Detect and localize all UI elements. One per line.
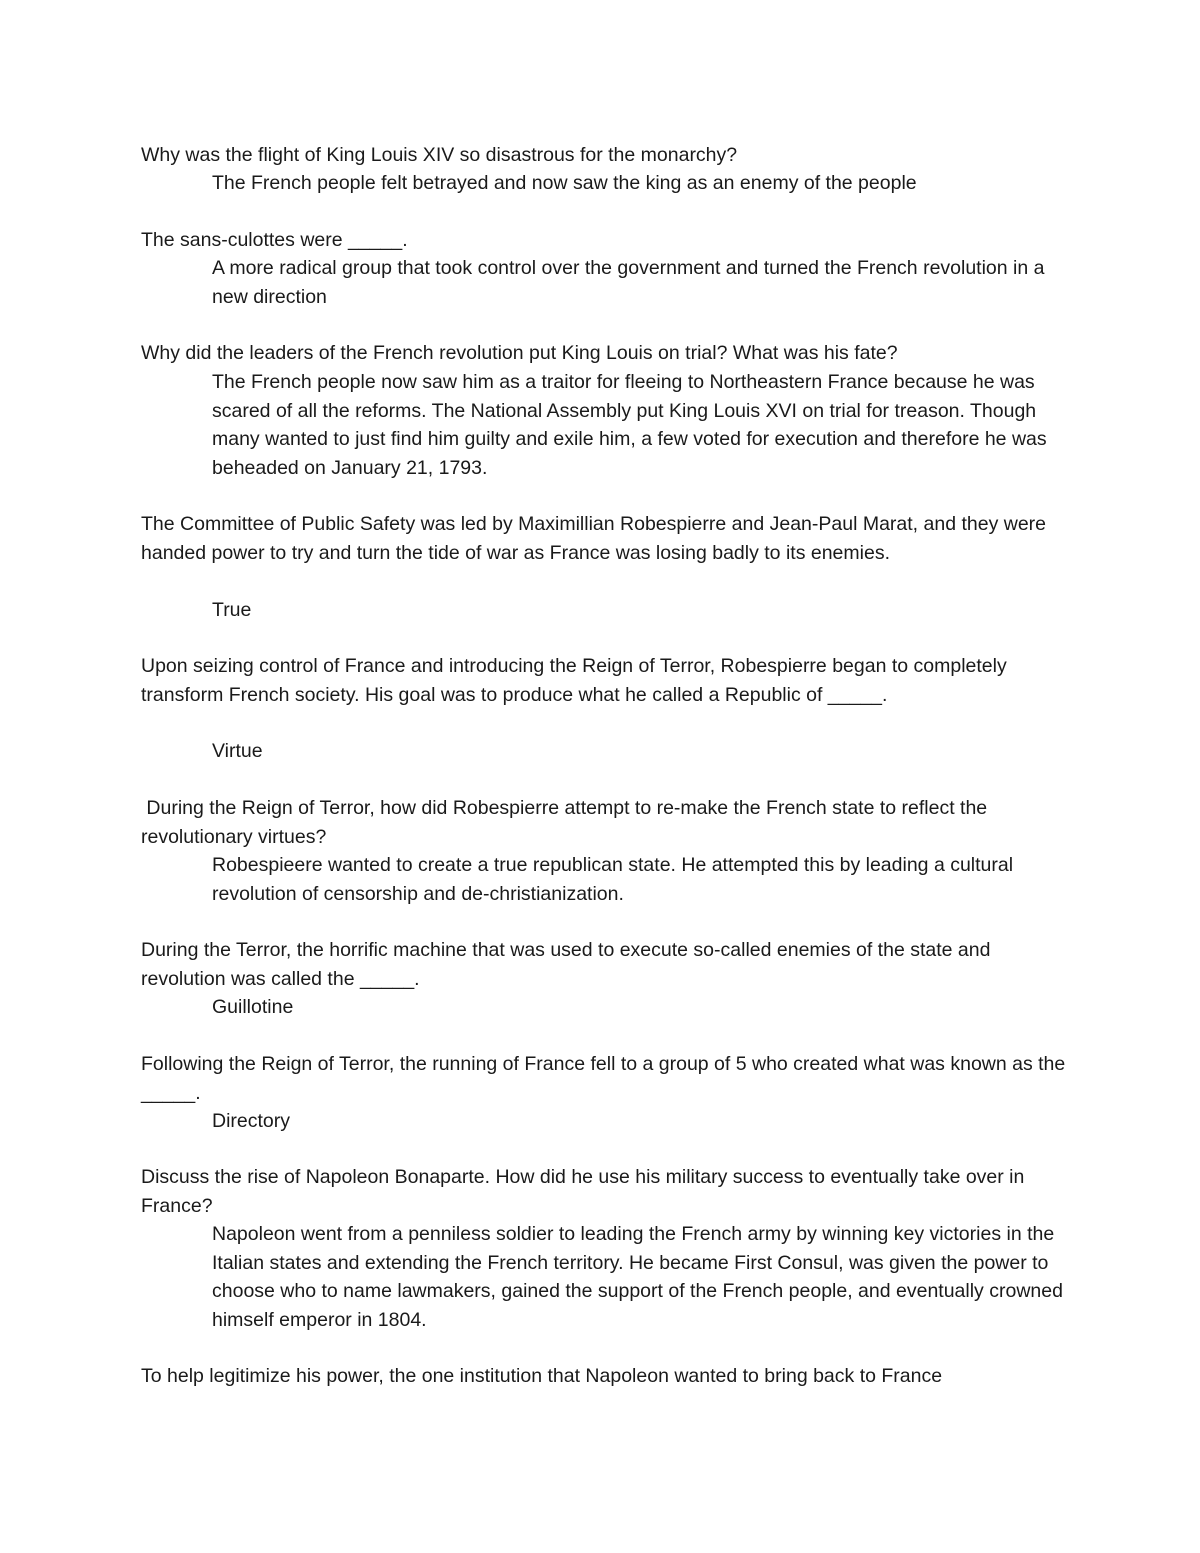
question-4: The Committee of Public Safety was led by Maximillian Robespierre and Jean-Paul Marat, and they were handed power to try and turn the tide of war as France was losing badly to its enemies. bbox=[141, 513, 1052, 564]
question-8: Following the Reign of Terror, the running of France fell to a group of 5 who created what was known as the _____. bbox=[141, 1053, 1071, 1104]
answer-1: The French people felt betrayed and now saw the king as an enemy of the people bbox=[212, 172, 917, 194]
answer-8: Directory bbox=[212, 1110, 291, 1132]
question-7: During the Terror, the horrific machine that was used to execute so-called enemies of the state and revolution was called the _____. bbox=[141, 939, 996, 990]
answer-3: The French people now saw him as a traitor for fleeing to Northeastern France because he was scared of all the reforms. The National Assembly put King Louis XVI on trial for treason. Though many wanted to just find him guilty and exile him, a few voted for execution and therefore he was beheaded on January 21, 1793. bbox=[212, 371, 1053, 479]
question-6: During the Reign of Terror, how did Robespierre attempt to re-make the French state to reflect the revolutionary virtues? bbox=[141, 797, 993, 848]
question-3: Why did the leaders of the French revolution put King Louis on trial? What was his fate? bbox=[141, 342, 898, 364]
question-2: The sans-culottes were _____. bbox=[141, 229, 408, 251]
answer-6: Robespieere wanted to create a true republican state. He attempted this by leading a cultural revolution of censorship and de-christianization. bbox=[212, 854, 1019, 905]
question-1: Why was the flight of King Louis XIV so disastrous for the monarchy? bbox=[141, 144, 738, 166]
answer-5: Virtue bbox=[212, 740, 263, 762]
answer-4: True bbox=[212, 599, 252, 621]
answer-7: Guillotine bbox=[212, 996, 294, 1018]
answer-2: A more radical group that took control over the government and turned the French revolution in a new direction bbox=[212, 257, 1050, 308]
question-5: Upon seizing control of France and introducing the Reign of Terror, Robespierre began to completely transform French society. His goal was to produce what he called a Republic of _____. bbox=[141, 655, 1013, 706]
answer-9: Napoleon went from a penniless soldier to leading the French army by winning key victories in the Italian states and extending the French territory. He became First Consul, was given the power to choose who to name lawmakers, gained the support of the French people, and eventually crowned himself emperor in 1804. bbox=[212, 1223, 1069, 1331]
question-10: To help legitimize his power, the one institution that Napoleon wanted to bring back to France bbox=[141, 1365, 943, 1387]
question-9: Discuss the rise of Napoleon Bonaparte. How did he use his military success to eventually take over in France? bbox=[141, 1166, 1030, 1217]
